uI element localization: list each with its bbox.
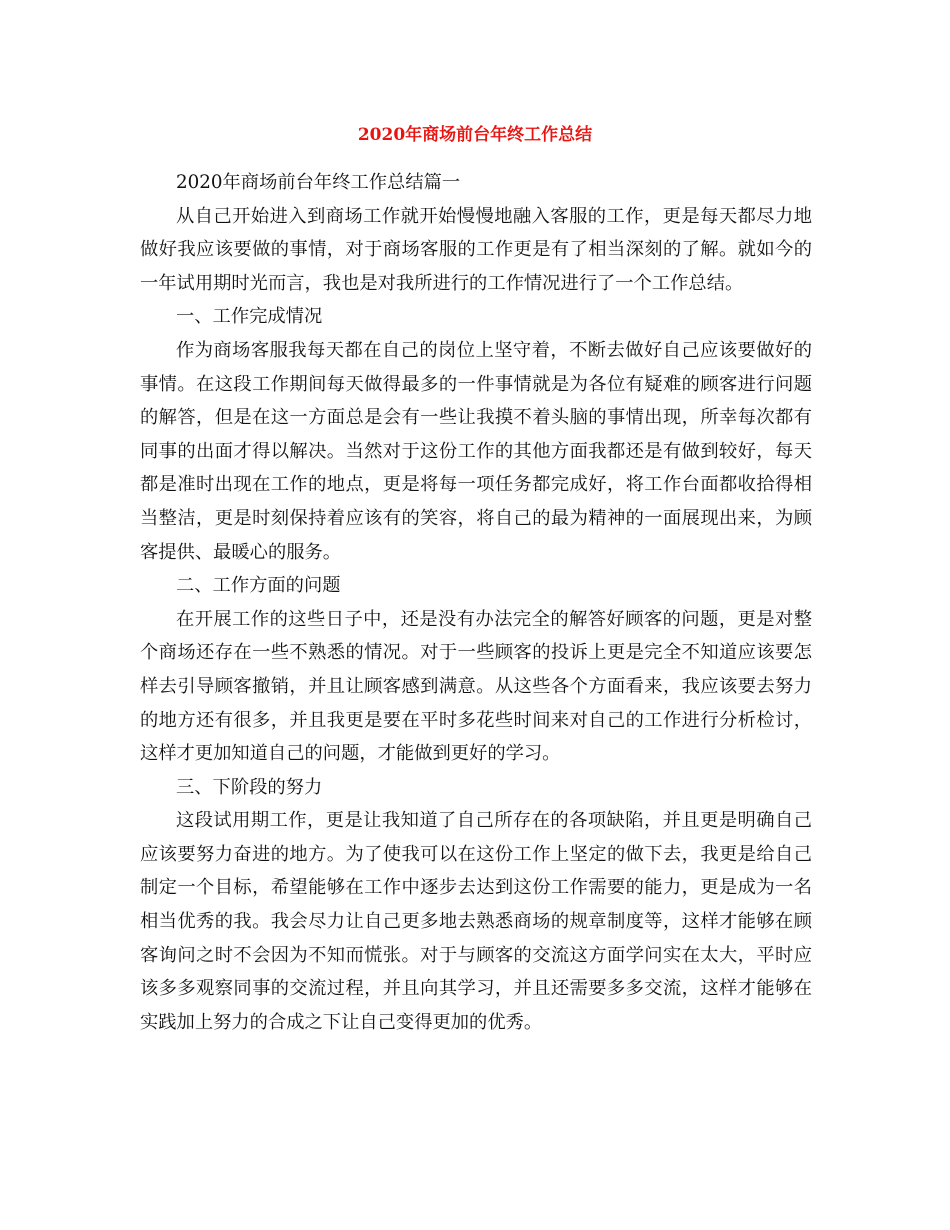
document-body: [140, 166, 812, 1039]
paragraph: 从自己开始进入到商场工作就开始慢慢地融入客服的工作，更是每天都尽力地做好我应该要做的事情，对于商场客服的工作更是有了相当深刻的了解。就如今的一年试用期时光而言，我也是对我所进行的工作情况进行了一个工作总结。: [140, 205, 812, 294]
section-heading: 一、工作完成情况: [176, 306, 323, 328]
paragraph: 作为商场客服我每天都在自己的岗位上坚守着，不断去做好自己应该要做好的事情。在这段工作期间每天做得最多的一件事情就是为各位有疑难的顾客进行问题的解答，但是在这一方面总是会有一些让我摸不着头脑的事情出现，所幸每次都有同事的出面才得以解决。当然对于这份工作的其他方面我都还是有做到较好，每天都是准时出现在工作的地点，更是将每一项任务都完成好，将工作台面都收拾得相当整洁，更是时刻保持着应该有的笑容，将自己的最为精神的一面展现出来，为顾客提供、最暖心的服务。: [140, 339, 812, 563]
paragraph: 在开展工作的这些日子中，还是没有办法完全的解答好顾客的问题，更是对整个商场还存在一些不熟悉的情况。对于一些顾客的投诉上更是完全不知道应该要怎样去引导顾客撤销，并且让顾客感到满意。从这些各个方面看来，我应该要去努力的地方还有很多，并且我更是要在平时多花些时间来对自己的工作进行分析检讨，这样才更加知道自己的问题，才能做到更好的学习。: [140, 608, 812, 765]
section-heading: 2020年商场前台年终工作总结篇一: [176, 172, 461, 193]
document-title: 2020年商场前台年终工作总结: [357, 125, 593, 145]
paragraph: 这段试用期工作，更是让我知道了自己所存在的各项缺陷，并且更是明确自己应该要努力奋进的地方。为了使我可以在这份工作上坚定的做下去，我更是给自己制定一个目标，希望能够在工作中逐步去达到这份工作需要的能力，更是成为一名相当优秀的我。我会尽力让自己更多地去熟悉商场的规章制度等，这样才能够在顾客询问之时不会因为不知而慌张。对于与顾客的交流这方面学问实在太大，平时应该多多观察同事的交流过程，并且向其学习，并且还需要多多交流，这样才能够在实践加上努力的合成之下让自己变得更加的优秀。: [140, 810, 812, 1033]
section-heading: 三、下阶段的努力: [176, 776, 323, 798]
section-heading: 二、工作方面的问题: [176, 575, 341, 597]
